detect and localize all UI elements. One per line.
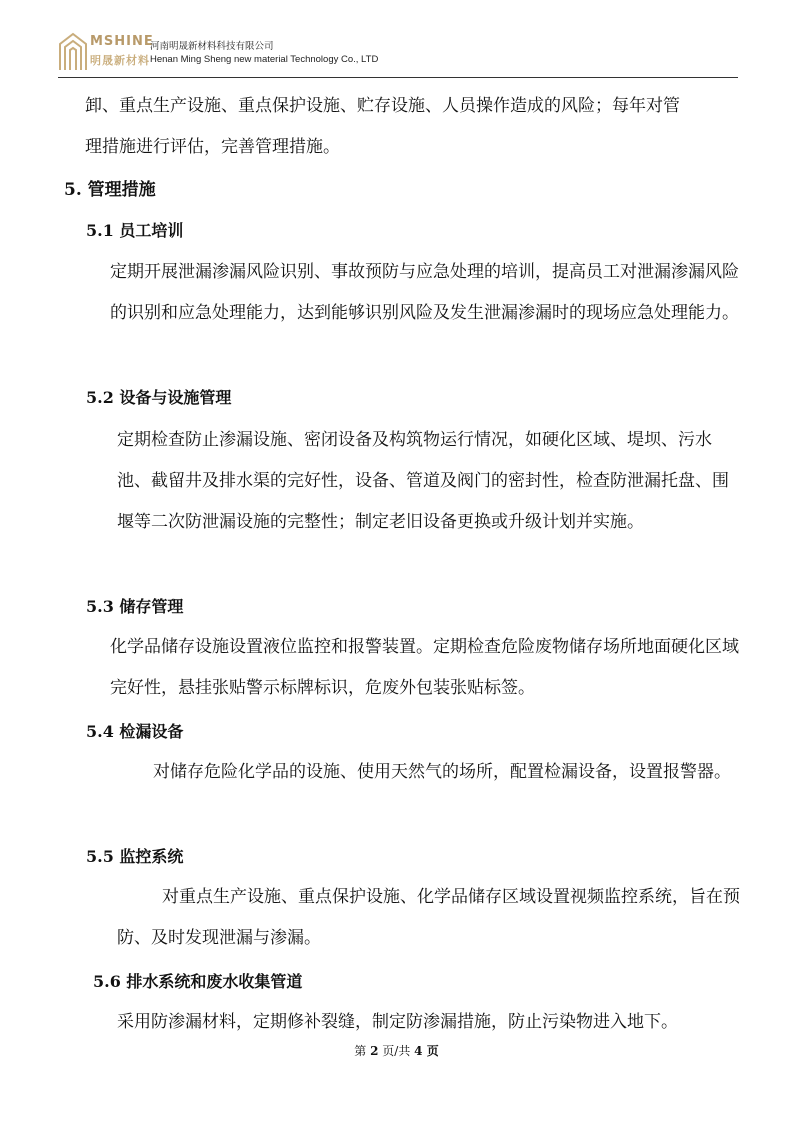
footer-middle: 页/共: [378, 1044, 415, 1058]
footer-prefix: 第: [354, 1044, 371, 1058]
section-5-2-title: 5.2 设备与设施管理: [86, 388, 232, 407]
footer-suffix: 页: [422, 1044, 439, 1058]
section-5-1-title: 5.1 员工培训: [86, 221, 184, 240]
section-5-2-text: 定期检查防止渗漏设施、密闭设备及构筑物运行情况，如硬化区域、堤坝、污水池、截留井及排水渠的完好性，设备、管道及阀门的密封性，检查防泄漏托盘、围堰等二次防泄漏设施的完整性；制定老旧设备更换或升级计划并实施。: [117, 430, 729, 532]
footer-page-number: 2: [370, 1044, 379, 1058]
logo-brand-text: MSHINE: [90, 34, 154, 49]
section-5-4-title: 5.4 检漏设备: [86, 722, 184, 741]
intro-line-1: 卸、重点生产设施、重点保护设施、贮存设施、人员操作造成的风险；每年对管: [85, 96, 680, 116]
logo-brand-cn-text: 明晟新材料: [90, 54, 150, 67]
page-footer: [0, 1042, 793, 1059]
company-name-en: Henan Ming Sheng new material Technology Co., LTD: [150, 54, 379, 65]
section-5-4-text: 对储存危险化学品的设施、使用天然气的场所，配置检漏设备，设置报警器。: [153, 762, 731, 782]
section-5-6-text: 采用防渗漏材料，定期修补裂缝，制定防渗漏措施，防止污染物进入地下。: [117, 1012, 678, 1032]
page-header: [58, 30, 738, 76]
section-5-5-title: 5.5 监控系统: [86, 847, 184, 866]
section-5-3-text: 化学品储存设施设置液位监控和报警装置。定期检查危险废物储存场所地面硬化区域完好性，悬挂张贴警示标牌标识，危废外包装张贴标签。: [110, 637, 739, 698]
section-5-5-text: 对重点生产设施、重点保护设施、化学品储存区域设置视频监控系统，旨在预防、及时发现泄漏与渗漏。: [117, 887, 740, 948]
company-logo-icon: [58, 32, 88, 72]
company-name-cn: 河南明晟新材料科技有限公司: [150, 41, 274, 52]
section-5-3-title: 5.3 储存管理: [86, 597, 184, 616]
intro-line-2: 理措施进行评估，完善管理措施。: [85, 137, 340, 157]
section-5-6-title: 5.6 排水系统和废水收集管道: [93, 972, 303, 991]
header-divider: [58, 77, 738, 78]
section-5-1-text: 定期开展泄漏渗漏风险识别、事故预防与应急处理的培训，提高员工对泄漏渗漏风险的识别和应急处理能力，达到能够识别风险及发生泄漏渗漏时的现场应急处理能力。: [110, 262, 739, 323]
section-5-title: 5. 管理措施: [64, 180, 156, 200]
footer-total-pages: 4: [414, 1044, 423, 1058]
